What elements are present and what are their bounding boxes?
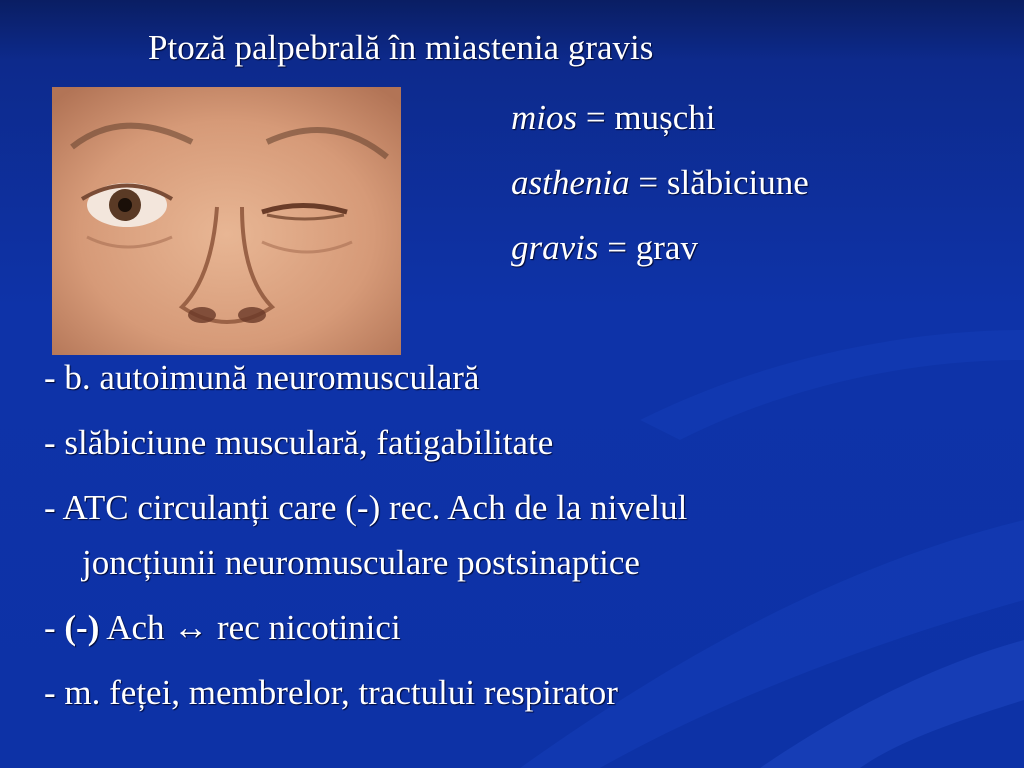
bullet-prefix: - xyxy=(44,608,65,647)
etymology-equals: = xyxy=(577,98,615,137)
bullet-antibodies xyxy=(44,488,984,583)
etymology-term: mios xyxy=(511,98,578,137)
etymology-asthenia xyxy=(511,163,809,203)
etymology-mios xyxy=(511,98,715,138)
slide-title: Ptoză palpebrală în miastenia gravis xyxy=(148,28,654,67)
bullet-bold-inhibit: (-) xyxy=(64,608,100,647)
etymology-gravis xyxy=(511,228,698,268)
etymology-meaning: mușchi xyxy=(614,98,716,137)
bullet-weakness: - slăbiciune musculară, fatigabilitate xyxy=(44,423,554,462)
etymology-term: asthenia xyxy=(511,163,630,202)
etymology-meaning: slăbiciune xyxy=(666,163,809,202)
bullet-list xyxy=(44,358,984,738)
bullet-muscles: - m. feței, membrelor, tractului respirator xyxy=(44,673,618,712)
etymology-term: gravis xyxy=(511,228,599,267)
bullet-antibodies-line1: - ATC circulanți care (-) rec. Ach de la nivelul xyxy=(44,488,688,527)
patient-face-photo xyxy=(52,87,401,355)
etymology-equals: = xyxy=(629,163,667,202)
bullet-ach-text: Ach ↔ rec nicotinici xyxy=(99,608,401,647)
etymology-equals: = xyxy=(598,228,636,267)
bullet-antibodies-line2: joncțiunii neuromusculare postsinaptice xyxy=(82,543,640,582)
bullet-autoimmune: - b. autoimună neuromusculară xyxy=(44,358,480,397)
bullet-ach-receptors xyxy=(44,608,984,648)
etymology-meaning: grav xyxy=(635,228,698,267)
